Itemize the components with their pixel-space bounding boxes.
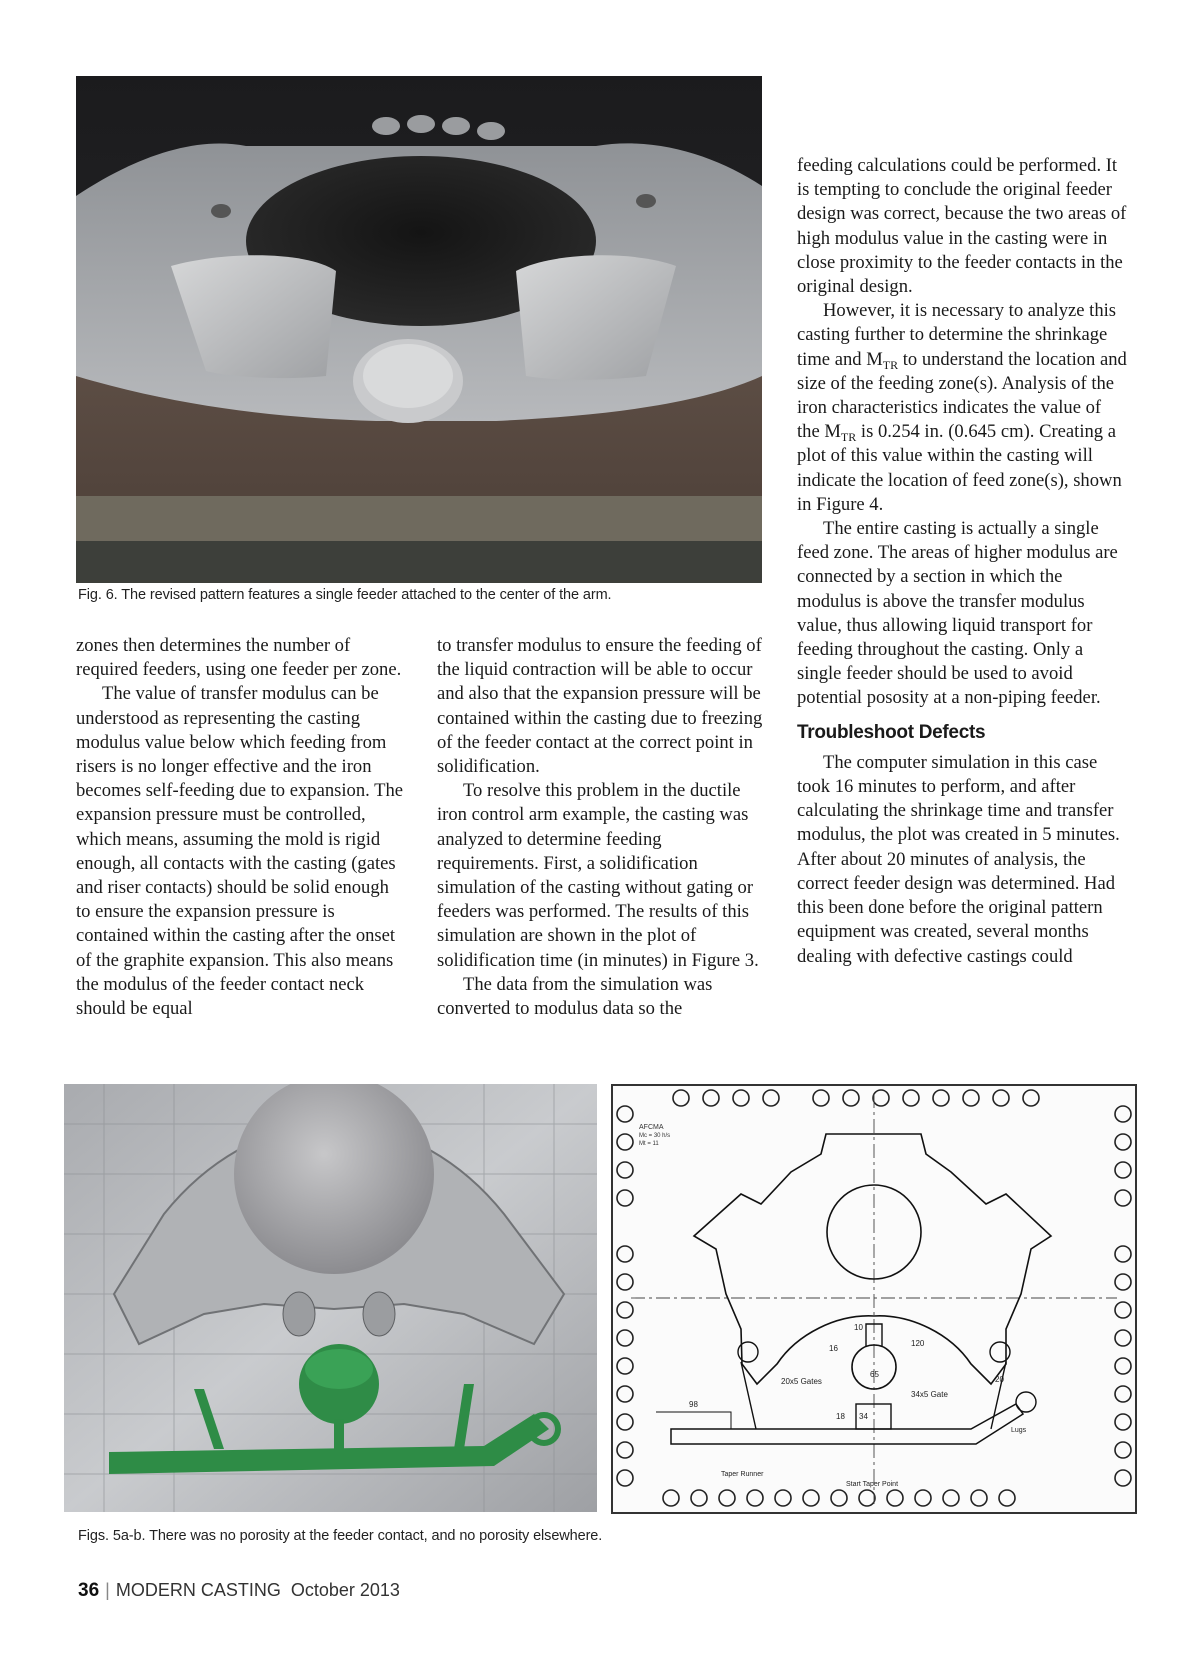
section-heading: Troubleshoot Defects bbox=[797, 721, 986, 743]
magazine-name: MODERN CASTING bbox=[115, 1580, 281, 1600]
footer-separator: | bbox=[105, 1580, 110, 1600]
paragraph: zones then determines the number of required feeders, using one feeder per zone. bbox=[76, 635, 402, 681]
paragraph: The data from the simulation was converted to modulus data so the bbox=[437, 973, 713, 1020]
page-number: 36 bbox=[78, 1580, 100, 1601]
paragraph: The entire casting is actually a single feed zone. The areas of higher modulus are connected by a section in which the modulus is above the transfer modulus value, thus allowing liquid transport for feeding throughout the casting. Only a single feeder should be used to avoid potential pososity at a non-piping feeder. bbox=[797, 518, 1118, 709]
dimension-label: 65 bbox=[870, 1370, 879, 1379]
paragraph: To resolve this problem in the ductile iron control arm example, the casting was analyzed to determine feeding requirements. First, a solidification simulation of the casting without gating or feeders was performed. The results of this simulation are shown in the plot of solidification time (in minutes) in Figure 3. bbox=[437, 780, 759, 971]
text-column-1 bbox=[76, 634, 406, 1021]
dimension-label: 98 bbox=[689, 1400, 698, 1409]
dimension-label: 10 bbox=[854, 1323, 863, 1332]
dimension-label: Start Taper Point bbox=[846, 1481, 899, 1488]
dimension-label: 20 bbox=[995, 1375, 1004, 1384]
text-column-3 bbox=[797, 154, 1127, 969]
drawing-note: Mt = 11 bbox=[639, 1141, 659, 1147]
dimension-label: 16 bbox=[829, 1344, 838, 1353]
paragraph: to transfer modulus to ensure the feeding of the liquid contraction will be able to occur and also that the expansion pressure will be contained within the casting due to freezing of the feeder contact at the correct point in solidification. bbox=[437, 635, 763, 778]
dimension-label: 34x5 Gate bbox=[911, 1390, 948, 1399]
dimension-label: 18 bbox=[836, 1412, 845, 1421]
paragraph: feeding calculations could be performed. It is tempting to conclude the original feeder design was correct, because the two areas of high modulus value in the casting were in close proximity to the feeder contacts in the original design. bbox=[797, 155, 1127, 298]
dimension-label: 34 bbox=[859, 1412, 868, 1421]
dimension-label: Lugs bbox=[1011, 1427, 1027, 1434]
paragraph: The value of transfer modulus can be understood as representing the casting modulus value below which feeding from risers is no longer effective and the iron becomes self-feeding due to expansion. The expansion pressure must be controlled, which means, assuming the mold is rigid enough, all contacts with the casting (gates and riser contacts) should be solid enough to ensure the expansion pressure is contained within the casting after the onset of the graphite expansion. This also means the modulus of the feeder contact neck should be equal bbox=[76, 683, 404, 1020]
paragraph: However, it is necessary to analyze this casting further to determine the shrinkage time and $M_{TR}$ to understand the location and size of the feeding zone(s). Analysis of the iron characteristics indicates the value of the $M_{TR}$ is 0.254 in. (0.645 cm). Creating a plot of this value within the casting will indicate the location of feed zone(s), shown in Figure 4. bbox=[797, 300, 1127, 515]
drawing-note: Mc = 30 h/s bbox=[639, 1133, 671, 1139]
text-column-2 bbox=[437, 634, 767, 1021]
page-footer bbox=[78, 1580, 400, 1602]
dimension-label: 20x5 Gates bbox=[781, 1377, 822, 1386]
fig6-photo bbox=[76, 76, 762, 583]
fig6-caption: Fig. 6. The revised pattern features a single feeder attached to the center of the arm. bbox=[78, 587, 612, 603]
issue-date: October 2013 bbox=[290, 1580, 400, 1600]
drawing-note: AFCMA bbox=[639, 1124, 664, 1131]
paragraph: The computer simulation in this case took 16 minutes to perform, and after calculating the shrinkage time and transfer modulus, the plot was created in 5 minutes. After about 20 minutes of analysis, the correct feeder design was determined. Had this been done before the original pattern equipment was created, several months dealing with defective castings could bbox=[797, 751, 1120, 967]
fig5b-drawing bbox=[611, 1084, 1137, 1514]
fig5-caption: Figs. 5a-b. There was no porosity at the feeder contact, and no porosity elsewhere. bbox=[78, 1528, 603, 1544]
dimension-label: Taper Runner bbox=[721, 1471, 764, 1478]
fig5a-photo bbox=[64, 1084, 597, 1512]
dimension-label: 120 bbox=[911, 1339, 925, 1348]
